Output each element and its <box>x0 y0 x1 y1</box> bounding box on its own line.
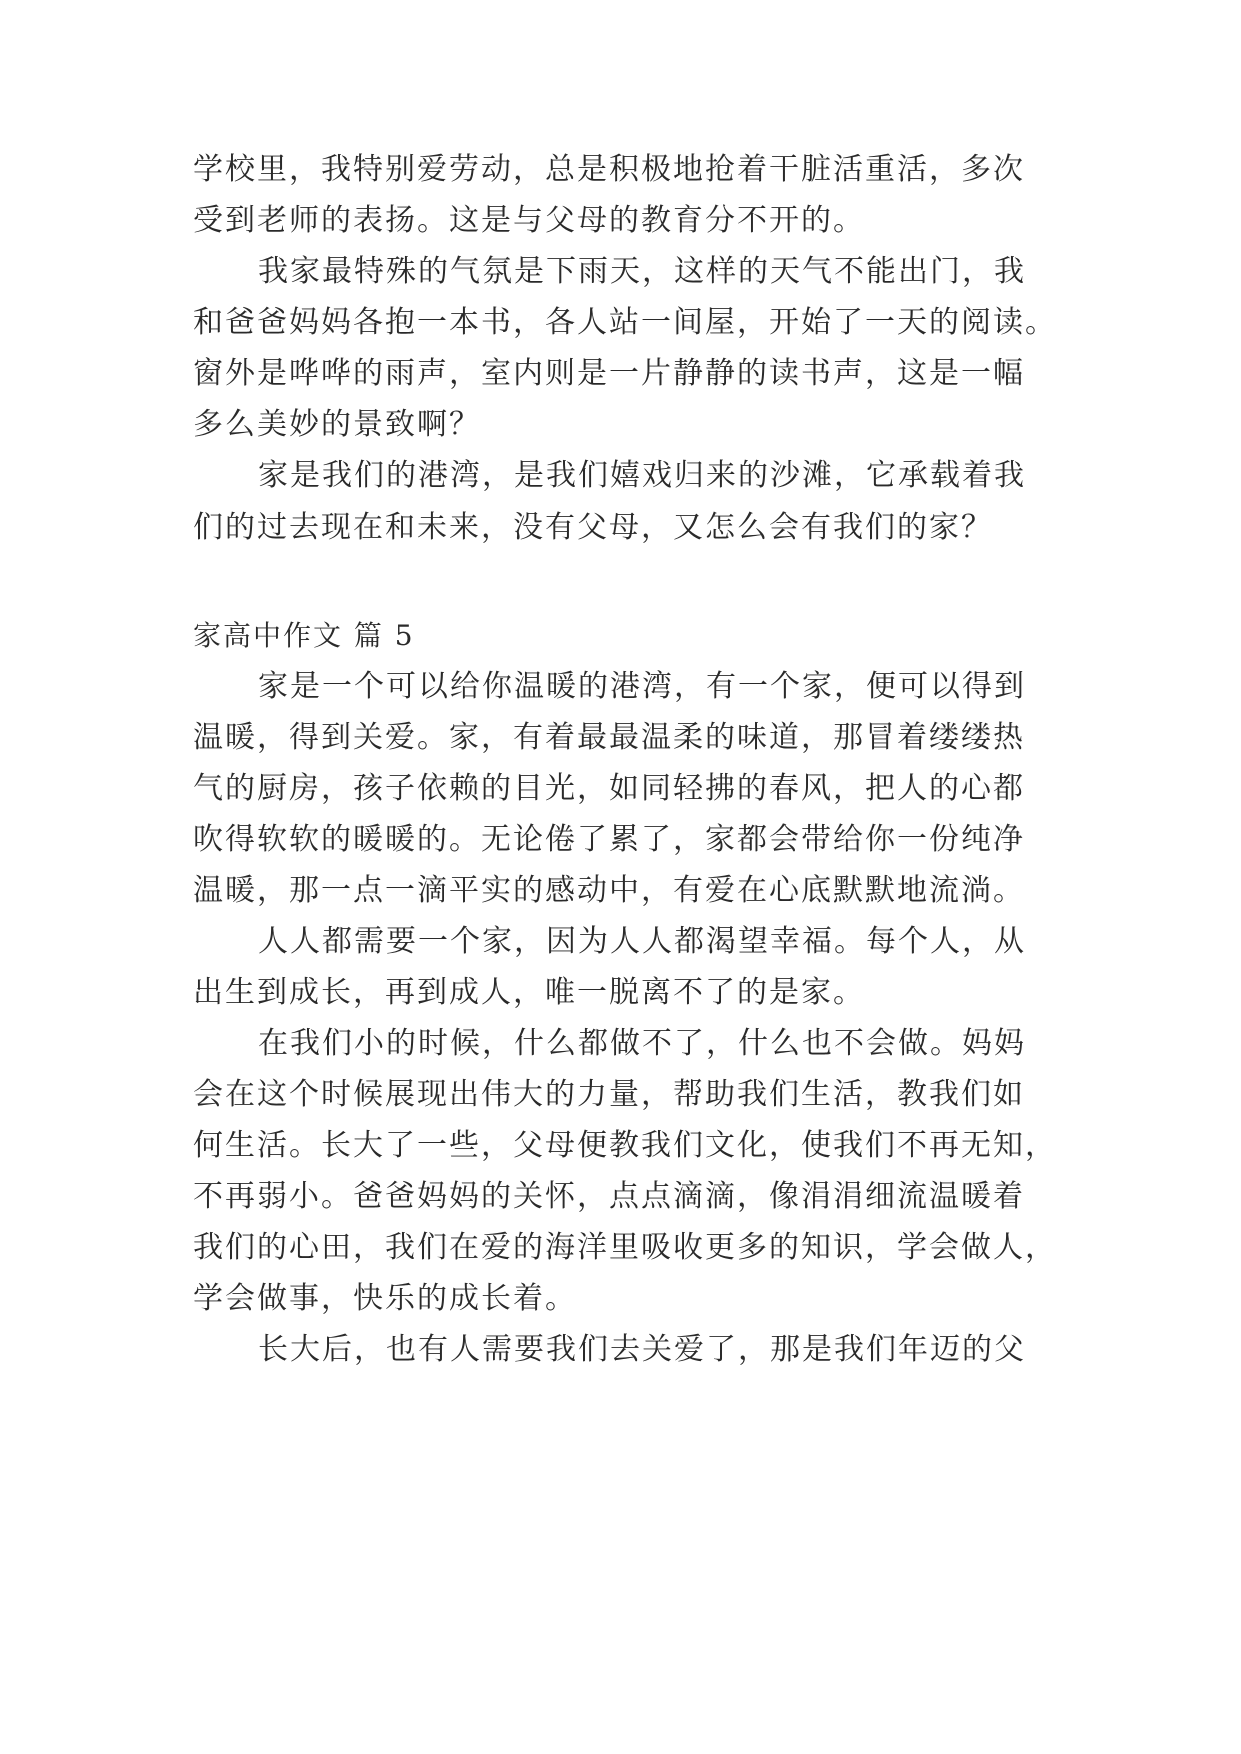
text-line: 窗外是哗哗的雨声，室内则是一片静静的读书声，这是一幅 <box>193 356 1025 391</box>
text-line: 会在这个时候展现出伟大的力量，帮助我们生活，教我们如 <box>193 1077 1025 1112</box>
paragraph-first-line: 家是我们的港湾，是我们嬉戏归来的沙滩，它承载着我 <box>258 458 1026 493</box>
text-line: 温暖，那一点一滴平实的感动中，有爱在心底默默地流淌。 <box>193 873 1025 908</box>
text-line: 受到老师的表扬。这是与父母的教育分不开的。 <box>193 203 865 238</box>
paragraph-first-line: 在我们小的时候，什么都做不了，什么也不会做。妈妈 <box>258 1026 1026 1061</box>
text-line: 气的厨房，孩子依赖的目光，如同轻拂的春风，把人的心都 <box>193 771 1025 806</box>
text-line: 温暖，得到关爱。家，有着最最温柔的味道，那冒着缕缕热 <box>193 720 1025 755</box>
paragraph-first-line: 长大后，也有人需要我们去关爱了，那是我们年迈的父 <box>258 1332 1026 1367</box>
text-line: 学会做事，快乐的成长着。 <box>193 1281 577 1316</box>
paragraph-first-line: 我家最特殊的气氛是下雨天，这样的天气不能出门，我 <box>258 254 1026 289</box>
text-line: 多么美妙的景致啊？ <box>193 407 481 442</box>
text-line: 不再弱小。爸爸妈妈的关怀，点点滴滴，像涓涓细流温暖着 <box>193 1179 1025 1214</box>
text-line: 学校里，我特别爱劳动，总是积极地抢着干脏活重活，多次 <box>193 152 1025 187</box>
text-line: 我们的心田，我们在爱的海洋里吸收更多的知识，学会做人， <box>193 1230 1057 1265</box>
paragraph-first-line: 人人都需要一个家，因为人人都渴望幸福。每个人，从 <box>258 924 1026 959</box>
section-heading: 家高中作文 篇 5 <box>193 619 415 652</box>
text-line: 出生到成长，再到成人，唯一脱离不了的是家。 <box>193 975 865 1010</box>
text-line: 们的过去现在和未来，没有父母，又怎么会有我们的家？ <box>193 510 993 545</box>
paragraph-first-line: 家是一个可以给你温暖的港湾，有一个家，便可以得到 <box>258 669 1026 704</box>
text-line: 和爸爸妈妈各抱一本书，各人站一间屋，开始了一天的阅读。 <box>193 305 1057 340</box>
text-line: 吹得软软的暖暖的。无论倦了累了，家都会带给你一份纯净 <box>193 822 1025 857</box>
text-line: 何生活。长大了一些，父母便教我们文化，使我们不再无知， <box>193 1128 1057 1163</box>
